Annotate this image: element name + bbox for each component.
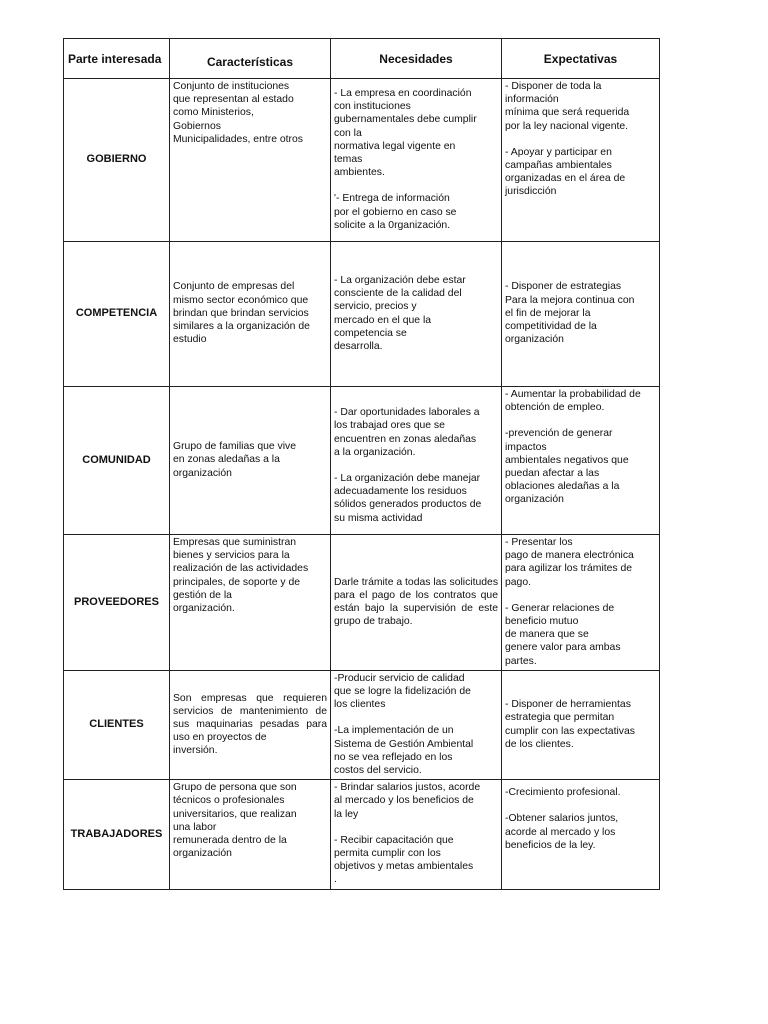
necesidades-cell <box>331 780 502 889</box>
header-expectativas: Expectativas <box>502 39 660 79</box>
caracteristicas-text: Conjunto de instituciones que representan al estado como Ministerios, Gobiernos Municipalidades, entre otros <box>173 81 303 145</box>
expectativas-text: - Generar relaciones de beneficio mutuo de manera que se genere valor para ambas partes. <box>505 602 621 667</box>
caracteristicas-text: Son empresas que requieren servicios de mantenimiento de sus maquinarias pesadas para uso en proyectos de inversión. <box>173 692 327 757</box>
caracteristicas-cell <box>170 242 331 387</box>
table-row <box>64 535 660 671</box>
stakeholders-table <box>63 38 660 890</box>
caracteristicas-cell <box>170 79 331 242</box>
expectativas-cell <box>502 670 660 779</box>
expectativas-text: - Disponer de estrategias Para la mejora continua con el fin de mejorar la competitividad de la organización <box>505 281 635 346</box>
necesidades-text: - La organización debe manejar adecuadamente los residuos sólidos generados productos de su misma actividad <box>334 473 482 524</box>
caracteristicas-text: Grupo de familias que vive en zonas aledañas a la organización <box>173 441 297 479</box>
expectativas-text: - Disponer de toda la información mínima que será requerida por la ley nacional vigente. <box>505 81 630 132</box>
header-necesidades: Necesidades <box>331 39 502 79</box>
table-row <box>64 780 660 889</box>
necesidades-cell <box>331 242 502 387</box>
expectativas-cell <box>502 535 660 671</box>
necesidades-text: -La implementación de un Sistema de Gestión Ambiental no se vea reflejado en los costos del servicio. <box>334 725 474 777</box>
necesidades-text: - La empresa en coordinación con instituciones gubernamentales debe cumplir con la normativa legal vigente en temas ambientes. <box>334 88 477 179</box>
necesidades-cell <box>331 670 502 779</box>
expectativas-cell <box>502 387 660 535</box>
expectativas-text: -prevención de generar impactos ambientales negativos que puedan afectar a las oblaciones aledañas a la organización <box>505 428 629 506</box>
expectativas-cell <box>502 79 660 242</box>
header-caracteristicas: Características <box>170 39 331 79</box>
caracteristicas-text: Conjunto de empresas del mismo sector económico que brindan que brindan servicios similares a la organización de estudio <box>173 281 310 346</box>
stakeholder-name: COMPETENCIA <box>64 242 170 387</box>
table-header-row <box>64 39 660 79</box>
necesidades-text: '- Entrega de información por el gobierno en caso se solicite a la 0rganización. <box>334 193 457 231</box>
necesidades-text: - Dar oportunidades laborales a los trabajad ores que se encuentren en zonas aledañas a la organización. <box>334 407 480 458</box>
expectativas-text: -Obtener salarios juntos, acorde al mercado y los beneficios de la ley. <box>505 813 619 851</box>
stakeholder-name: TRABAJADORES <box>64 780 170 889</box>
caracteristicas-cell <box>170 387 331 535</box>
stakeholder-name: GOBIERNO <box>64 79 170 242</box>
caracteristicas-text: Empresas que suministran bienes y servicios para la realización de las actividades principales, de soporte y de gestión de la organización. <box>173 537 309 615</box>
necesidades-text: - Recibir capacitación que permita cumplir con los objetivos y metas ambientales . <box>334 834 474 886</box>
necesidades-cell <box>331 387 502 535</box>
expectativas-text: - Apoyar y participar en campañas ambientales organizadas en el área de jurisdicción <box>505 146 626 198</box>
expectativas-text: - Aumentar la probabilidad de obtención de empleo. <box>505 389 641 414</box>
caracteristicas-cell <box>170 535 331 671</box>
table-row <box>64 242 660 387</box>
necesidades-cell <box>331 535 502 671</box>
caracteristicas-cell <box>170 780 331 889</box>
table-row <box>64 387 660 535</box>
expectativas-cell <box>502 780 660 889</box>
header-parte-interesada: Parte interesada <box>64 39 170 79</box>
necesidades-cell <box>331 79 502 242</box>
expectativas-text: - Disponer de herramientas estrategia que permitan cumplir con las expectativas de los clientes. <box>505 699 635 750</box>
necesidades-text: - Brindar salarios justos, acorde al mercado y los beneficios de la ley <box>334 782 481 820</box>
necesidades-text: -Producir servicio de calidad que se logre la fidelización de los clientes <box>334 672 471 711</box>
necesidades-text: Darle trámite a todas las solicitudes para el pago de los contratos que están bajo la supervisión de este grupo de trabajo. <box>334 576 499 628</box>
expectativas-cell <box>502 242 660 387</box>
stakeholder-name: COMUNIDAD <box>64 387 170 535</box>
expectativas-text: - Presentar los pago de manera electrónica para agilizar los trámites de pago. <box>505 537 634 588</box>
table-row <box>64 79 660 242</box>
necesidades-text: - La organización debe estar consciente de la calidad del servicio, precios y mercado en el que la competencia se desarrolla. <box>334 274 466 352</box>
stakeholder-name: PROVEEDORES <box>64 535 170 671</box>
caracteristicas-cell <box>170 670 331 779</box>
caracteristicas-text: Grupo de persona que son técnicos o profesionales universitarios, que realizan una labor remunerada dentro de la organización <box>173 782 297 860</box>
table-row <box>64 670 660 779</box>
expectativas-text: -Crecimiento profesional. <box>505 787 621 799</box>
stakeholder-name: CLIENTES <box>64 670 170 779</box>
